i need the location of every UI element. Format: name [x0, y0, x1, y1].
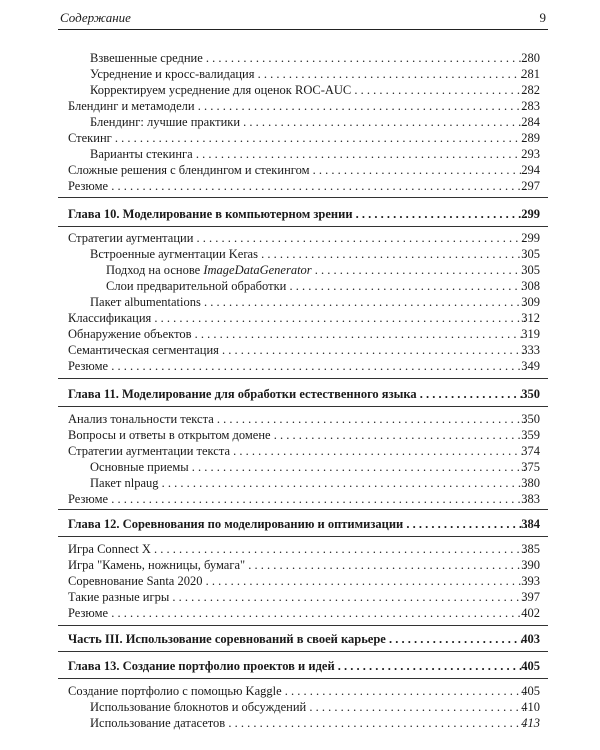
toc-entry	[0, 475, 600, 491]
toc-entry	[0, 605, 600, 621]
toc-chapter	[0, 516, 600, 532]
toc-entry-page: 293	[521, 147, 540, 161]
toc-chapter	[0, 206, 600, 222]
toc-entry	[0, 683, 600, 699]
toc-entry-title: Создание портфолио с помощью Kaggle . . .	[68, 683, 527, 699]
toc-chapter-page: 299	[521, 207, 540, 221]
toc-entry-page: 282	[521, 83, 540, 97]
toc-entry	[0, 541, 600, 557]
toc-entry-title	[106, 262, 527, 278]
section-divider	[58, 509, 548, 510]
toc-entry	[0, 230, 600, 246]
toc-entry	[0, 114, 600, 130]
toc-entry-title: Слои предварительной обработки . . .	[106, 278, 527, 294]
toc-entry-title: Пакет nlpaug . . .	[90, 475, 527, 491]
toc-entry-page: 312	[521, 311, 540, 325]
toc-entry-title: Взвешенные средние . . .	[90, 50, 527, 66]
toc-entry-title: Пакет albumentations . . .	[90, 294, 527, 310]
toc-entry	[0, 262, 600, 278]
toc-entry-title: Резюме . . .	[68, 491, 527, 507]
section-divider	[58, 197, 548, 198]
toc-entry-page: 299	[521, 231, 540, 245]
toc-entry-title: Игра "Камень, ножницы, бумага" . . .	[68, 557, 527, 573]
toc-entry-title: Резюме . . .	[68, 358, 527, 374]
toc-entry-title: Использование датасетов . . .	[90, 715, 527, 731]
toc-entry-title: Основные приемы . . .	[90, 459, 527, 475]
toc-entry	[0, 178, 600, 194]
toc-entry-page: 294	[521, 163, 540, 177]
toc-entry-page: 405	[521, 684, 540, 698]
toc-entry-page: 402	[521, 606, 540, 620]
toc-entry	[0, 589, 600, 605]
toc-entry	[0, 146, 600, 162]
toc-entry	[0, 573, 600, 589]
toc-entry	[0, 699, 600, 715]
toc-entry-page: 319	[521, 327, 540, 341]
toc-entry-title-prefix: Подход на основе	[106, 263, 204, 277]
toc-chapter-title: Глава 12. Соревнования по моделированию и оптимизации . . .	[68, 516, 527, 532]
toc-entry-title: Варианты стекинга . . .	[90, 146, 527, 162]
toc-entry-title: Классификация . . .	[68, 310, 527, 326]
toc-entry-title: Стратегии аугментации текста . . .	[68, 443, 527, 459]
toc-entry	[0, 310, 600, 326]
toc-entry-title: Использование блокнотов и обсуждений . . .	[90, 699, 527, 715]
toc-entry-page: 308	[521, 279, 540, 293]
toc-entry-page: 305	[521, 247, 540, 261]
toc-entry	[0, 491, 600, 507]
toc-entry-page: 390	[521, 558, 540, 572]
toc-entry-title: Соревнование Santa 2020 . . .	[68, 573, 527, 589]
toc-entry-page: 309	[521, 295, 540, 309]
toc-entry-page: 410	[521, 700, 540, 714]
toc-entry-title: Усреднение и кросс-валидация . . .	[90, 66, 527, 82]
toc-entry-page: 350	[521, 412, 540, 426]
toc-entry-title: Вопросы и ответы в открытом домене . . .	[68, 427, 527, 443]
toc-entry-title: Стекинг . . .	[68, 130, 527, 146]
toc-entry-title: Резюме . . .	[68, 178, 527, 194]
toc-chapter	[0, 386, 600, 402]
toc-entry	[0, 66, 600, 82]
toc-entry	[0, 459, 600, 475]
toc-entry-page: 380	[521, 476, 540, 490]
toc-entry	[0, 246, 600, 262]
toc-entry	[0, 427, 600, 443]
header-page-number: 9	[539, 10, 546, 25]
toc-entry	[0, 326, 600, 342]
toc-entry-page: 305	[521, 263, 540, 277]
toc-chapter-title: Глава 13. Создание портфолио проектов и идей . . .	[68, 658, 527, 674]
toc-entry-title: Корректируем усреднение для оценок ROC-AUC . . .	[90, 82, 527, 98]
toc-entry-title: Блендинг: лучшие практики . . .	[90, 114, 527, 130]
toc-entry-title: Обнаружение объектов . . .	[68, 326, 527, 342]
section-divider	[58, 226, 548, 227]
section-divider	[58, 651, 548, 652]
toc-part-page: 403	[521, 632, 540, 646]
toc-chapter-page: 384	[521, 517, 540, 531]
toc-entry	[0, 342, 600, 358]
toc-entry-page: 393	[521, 574, 540, 588]
toc-entry-page: 333	[521, 343, 540, 357]
header-title: Содержание	[60, 10, 131, 25]
toc-entry-title: Резюме . . .	[68, 605, 527, 621]
toc-chapter	[0, 658, 600, 674]
toc-entry-title-italic: ImageDataGenerator	[203, 263, 312, 277]
toc-entry-page: 349	[521, 359, 540, 373]
toc-chapter-title: Глава 10. Моделирование в компьютерном зрении . . .	[68, 206, 527, 222]
toc-entry	[0, 130, 600, 146]
toc-entry	[0, 98, 600, 114]
toc-entry-page: 284	[521, 115, 540, 129]
toc-entry-title: Такие разные игры . . .	[68, 589, 527, 605]
toc-entry	[0, 411, 600, 427]
toc-entry-page: 385	[521, 542, 540, 556]
section-divider	[58, 678, 548, 679]
toc-entry-title: Блендинг и метамодели . . .	[68, 98, 527, 114]
toc-entry-page: 280	[521, 51, 540, 65]
toc-entry-title: Игра Connect X . . .	[68, 541, 527, 557]
toc-entry-title: Анализ тональности текста . . .	[68, 411, 527, 427]
toc-part	[0, 631, 600, 647]
toc-entry-page: 383	[521, 492, 540, 506]
toc-chapter-page: 405	[521, 659, 540, 673]
section-divider	[58, 625, 548, 626]
section-divider	[58, 378, 548, 379]
toc-chapter-page: 350	[521, 387, 540, 401]
toc-entry-title: Сложные решения с блендингом и стекингом . . .	[68, 162, 527, 178]
section-divider	[58, 536, 548, 537]
toc-entry-title: Стратегии аугментации . . .	[68, 230, 527, 246]
toc-entry-page: 297	[521, 179, 540, 193]
toc-entry	[0, 162, 600, 178]
toc-part-title: Часть III. Использование соревнований в своей карьере . . .	[68, 631, 527, 647]
toc-entry	[0, 358, 600, 374]
toc-entry-page: 375	[521, 460, 540, 474]
toc-entry-page: 413	[521, 716, 540, 730]
toc-entry-page: 397	[521, 590, 540, 604]
toc-entry-page: 281	[521, 67, 540, 81]
toc-entry	[0, 557, 600, 573]
toc-entry	[0, 278, 600, 294]
toc-entry-title: Семантическая сегментация . . .	[68, 342, 527, 358]
toc-entry-title: Встроенные аугментации Keras . . .	[90, 246, 527, 262]
toc-entry	[0, 50, 600, 66]
toc-entry	[0, 82, 600, 98]
toc-entry-page: 289	[521, 131, 540, 145]
toc-entry	[0, 715, 600, 731]
toc-entry-page: 374	[521, 444, 540, 458]
toc-entry	[0, 294, 600, 310]
toc-entry-page: 283	[521, 99, 540, 113]
section-divider	[58, 406, 548, 407]
running-header	[58, 7, 548, 30]
toc-entry	[0, 443, 600, 459]
toc-entry-page: 359	[521, 428, 540, 442]
toc-chapter-title: Глава 11. Моделирование для обработки естественного языка . . .	[68, 386, 527, 402]
